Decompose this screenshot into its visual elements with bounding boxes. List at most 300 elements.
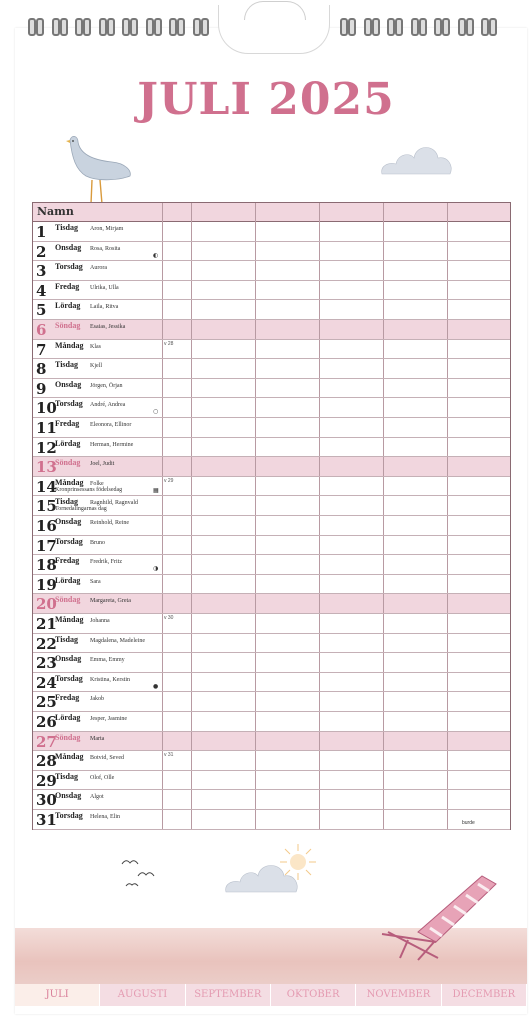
column-divider	[383, 790, 384, 809]
column-divider	[383, 692, 384, 711]
column-divider	[383, 379, 384, 398]
column-divider	[255, 692, 256, 711]
column-divider	[383, 438, 384, 457]
column-divider	[447, 340, 448, 359]
name-day-label: Kjell	[90, 363, 102, 370]
column-divider	[383, 810, 384, 829]
column-divider	[191, 242, 192, 261]
column-divider	[319, 418, 320, 437]
weekday-label: Lördag	[55, 301, 81, 311]
column-divider	[447, 438, 448, 457]
table-row	[33, 496, 510, 516]
day-number: 25	[36, 693, 57, 712]
column-divider	[162, 732, 163, 751]
column-divider	[162, 340, 163, 359]
day-number: 29	[36, 771, 57, 790]
weekday-label: Tisdag	[55, 360, 78, 370]
column-divider	[255, 516, 256, 535]
column-divider	[162, 653, 163, 672]
column-divider	[383, 359, 384, 378]
name-day-label: Esaias, Jessika	[90, 324, 126, 330]
name-day-label: Johanna	[90, 618, 110, 624]
table-row	[33, 320, 510, 340]
column-divider	[255, 634, 256, 653]
column-divider	[191, 653, 192, 672]
column-divider	[191, 673, 192, 692]
column-divider	[162, 516, 163, 535]
column-divider	[255, 379, 256, 398]
column-divider	[255, 477, 256, 496]
column-divider	[191, 751, 192, 770]
day-number: 20	[36, 595, 57, 614]
name-day-label: Helena, Elin	[90, 814, 120, 820]
day-number: 7	[36, 340, 47, 359]
table-row	[33, 712, 510, 732]
name-day-label: Herman, Hermine	[90, 441, 134, 448]
column-divider	[447, 614, 448, 633]
column-divider	[447, 594, 448, 613]
column-divider	[162, 477, 163, 496]
day-number: 21	[36, 615, 57, 633]
column-divider	[162, 379, 163, 398]
weekday-label: Torsdag	[55, 811, 83, 820]
name-day-label: Joel, Judit	[90, 461, 115, 468]
column-divider	[447, 712, 448, 731]
column-divider	[255, 457, 256, 476]
column-divider	[162, 261, 163, 280]
column-divider	[191, 281, 192, 300]
column-divider	[447, 653, 448, 672]
column-divider	[162, 496, 163, 515]
column-divider	[255, 242, 256, 261]
column-divider	[319, 281, 320, 300]
tab-oktober[interactable]: OKTOBER	[271, 984, 355, 1006]
weekday-label: Måndag	[55, 752, 84, 762]
column-divider	[191, 496, 192, 515]
column-divider	[383, 751, 384, 770]
day-number: 27	[36, 732, 57, 751]
column-divider	[319, 751, 320, 770]
day-number: 28	[36, 752, 57, 771]
name-day-label: Eleonora, Ellinor	[90, 422, 132, 428]
column-divider	[255, 496, 256, 515]
column-divider	[447, 555, 448, 574]
column-divider	[191, 300, 192, 319]
column-divider	[383, 536, 384, 555]
column-divider	[191, 516, 192, 535]
column-divider	[255, 732, 256, 751]
day-number: 3	[36, 262, 47, 281]
column-divider	[255, 614, 256, 633]
column-divider	[162, 242, 163, 261]
column-divider	[255, 300, 256, 319]
weekday-label: Tisdag	[55, 223, 78, 232]
weekday-label: Fredag	[55, 281, 80, 291]
table-row	[33, 340, 510, 360]
day-number: 16	[36, 517, 57, 535]
table-row	[33, 614, 510, 634]
name-day-label: Sara	[90, 578, 101, 585]
day-number: 31	[36, 811, 57, 829]
column-divider	[191, 261, 192, 280]
spiral-binding-icon	[48, 12, 72, 44]
day-number: 10	[36, 399, 57, 418]
weekday-label: Tisdag	[55, 634, 78, 644]
weekday-label: Söndag	[55, 458, 81, 468]
weekday-label: Tisdag	[55, 771, 78, 781]
birds-icon	[120, 856, 160, 892]
column-divider	[383, 732, 384, 751]
column-divider	[162, 751, 163, 770]
table-row	[33, 555, 510, 575]
column-divider	[383, 477, 384, 496]
spiral-binding-right	[336, 12, 501, 44]
column-divider	[383, 516, 384, 535]
column-divider	[255, 751, 256, 770]
weekday-label: Lördag	[55, 438, 81, 448]
spiral-binding-icon	[383, 12, 407, 44]
table-row	[33, 575, 510, 595]
name-day-label: Olof, Olle	[90, 774, 115, 781]
column-divider	[191, 732, 192, 751]
column-divider	[162, 712, 163, 731]
name-day-label: Rosa, Rosita	[90, 245, 121, 252]
column-divider	[162, 281, 163, 300]
moon-phase-icon: ◑	[153, 565, 159, 573]
column-divider	[447, 771, 448, 790]
column-divider	[191, 418, 192, 437]
column-divider	[191, 477, 192, 496]
spiral-binding-icon	[189, 12, 213, 44]
column-divider	[383, 242, 384, 261]
day-number: 15	[36, 497, 57, 516]
weekday-label: Onsdag	[55, 517, 82, 526]
spiral-binding-icon	[336, 12, 360, 44]
spiral-binding-left	[24, 12, 212, 44]
column-divider	[191, 340, 192, 359]
column-divider	[383, 398, 384, 417]
column-divider	[383, 712, 384, 731]
column-divider	[383, 555, 384, 574]
table-row	[33, 751, 510, 771]
page-title: JULI 2025	[137, 74, 395, 125]
name-day-label: Fredrik, Fritz	[90, 559, 122, 566]
column-divider	[191, 555, 192, 574]
weekday-label: Onsdag	[55, 791, 82, 801]
column-divider	[191, 771, 192, 790]
column-divider	[447, 477, 448, 496]
column-divider	[162, 418, 163, 437]
name-day-label: Jörgen, Örjan	[90, 382, 123, 389]
name-day-label: Folke	[90, 480, 104, 487]
column-divider	[447, 281, 448, 300]
column-divider	[319, 712, 320, 731]
column-divider	[447, 418, 448, 437]
column-divider	[162, 320, 163, 339]
weekday-label: Onsdag	[55, 242, 82, 252]
hanger-icon	[218, 5, 330, 54]
day-number: 26	[36, 713, 57, 731]
table-row	[33, 594, 510, 614]
column-divider	[319, 614, 320, 633]
column-divider	[319, 359, 320, 378]
tab-september[interactable]: SEPTEMBER	[186, 984, 270, 1006]
column-divider	[383, 340, 384, 359]
column-divider	[162, 398, 163, 417]
cloud-icon	[378, 140, 454, 178]
column-divider	[255, 359, 256, 378]
weekday-label: Torsdag	[55, 673, 83, 683]
column-divider	[447, 575, 448, 594]
tab-november[interactable]: NOVEMBER	[356, 984, 440, 1006]
name-day-label: Jesper, Jasmine	[90, 716, 128, 722]
column-divider	[319, 261, 320, 280]
column-divider	[191, 790, 192, 809]
name-day-label: Magdalena, Madeleine	[90, 637, 145, 644]
column-divider	[447, 673, 448, 692]
column-divider	[191, 320, 192, 339]
weekday-label: Torsdag	[55, 399, 83, 409]
day-number: 23	[36, 654, 57, 673]
column-divider	[162, 555, 163, 574]
column-divider	[319, 771, 320, 790]
day-number: 19	[36, 575, 57, 594]
day-number: 18	[36, 556, 57, 575]
column-divider	[255, 281, 256, 300]
weekday-label: Onsdag	[55, 654, 82, 664]
column-divider	[319, 634, 320, 653]
name-day-label: Aurora	[90, 265, 107, 272]
spiral-binding-icon	[118, 12, 142, 44]
name-day-label: André, Andrea	[90, 402, 126, 409]
column-divider	[162, 438, 163, 457]
column-divider	[447, 732, 448, 751]
weekday-label: Fredag	[55, 556, 80, 566]
column-divider	[191, 398, 192, 417]
column-divider	[319, 438, 320, 457]
weekday-label: Söndag	[55, 321, 81, 330]
column-divider	[255, 340, 256, 359]
column-divider	[255, 673, 256, 692]
table-row	[33, 379, 510, 399]
column-divider	[255, 555, 256, 574]
spiral-binding-icon	[71, 12, 95, 44]
column-divider	[447, 692, 448, 711]
column-divider	[319, 379, 320, 398]
column-divider	[383, 320, 384, 339]
column-divider	[447, 222, 448, 241]
table-row	[33, 418, 510, 438]
name-day-label: Bruno	[90, 539, 105, 546]
column-divider	[191, 712, 192, 731]
column-divider	[162, 222, 163, 241]
column-divider	[319, 673, 320, 692]
column-divider	[447, 242, 448, 261]
column-divider	[319, 320, 320, 339]
tab-december[interactable]: DECEMBER	[442, 984, 526, 1006]
table-row	[33, 398, 510, 418]
column-divider	[319, 732, 320, 751]
table-row	[33, 732, 510, 752]
spiral-binding-icon	[24, 12, 48, 44]
column-divider	[319, 398, 320, 417]
name-day-label: Ulrika, Ulla	[90, 284, 119, 291]
column-divider	[447, 379, 448, 398]
column-divider	[191, 438, 192, 457]
weekday-label: Onsdag	[55, 379, 82, 389]
table-row	[33, 438, 510, 458]
name-day-label: Reinhold, Reine	[90, 520, 129, 526]
column-divider	[447, 398, 448, 417]
table-row	[33, 457, 510, 477]
column-divider	[162, 575, 163, 594]
column-divider	[191, 379, 192, 398]
column-divider	[255, 771, 256, 790]
column-divider	[383, 653, 384, 672]
column-divider	[191, 594, 192, 613]
column-divider	[383, 222, 384, 241]
column-divider	[319, 496, 320, 515]
column-divider	[319, 536, 320, 555]
week-number: v 31	[164, 752, 174, 759]
seagull-icon	[62, 130, 134, 210]
column-divider	[383, 771, 384, 790]
column-divider	[383, 281, 384, 300]
weekday-label: Måndag	[55, 615, 84, 624]
column-divider	[162, 810, 163, 829]
day-number: 4	[36, 281, 47, 300]
column-divider	[162, 614, 163, 633]
column-divider	[383, 575, 384, 594]
column-divider	[319, 300, 320, 319]
column-divider	[383, 457, 384, 476]
column-divider	[447, 536, 448, 555]
weekday-label: Fredag	[55, 693, 80, 703]
column-divider	[255, 653, 256, 672]
column-divider	[319, 477, 320, 496]
day-number: 24	[36, 673, 57, 692]
spiral-binding-icon	[454, 12, 478, 44]
column-divider	[191, 222, 192, 241]
spiral-binding-icon	[142, 12, 166, 44]
day-number: 12	[36, 438, 57, 457]
column-divider	[383, 634, 384, 653]
name-day-label: Emma, Emmy	[90, 657, 125, 664]
table-row	[33, 477, 510, 497]
day-number: 8	[36, 360, 47, 379]
column-divider	[191, 359, 192, 378]
column-divider	[319, 340, 320, 359]
column-divider	[162, 457, 163, 476]
column-divider	[383, 300, 384, 319]
column-divider	[191, 536, 192, 555]
column-divider	[255, 790, 256, 809]
column-divider	[191, 810, 192, 829]
brand-label: burde	[462, 820, 475, 826]
column-divider	[319, 790, 320, 809]
day-number: 2	[36, 242, 47, 261]
column-divider	[255, 575, 256, 594]
week-number: v 30	[164, 615, 174, 621]
name-day-label: Ragnhild, Ragnvald	[90, 500, 138, 507]
column-divider	[319, 594, 320, 613]
column-divider	[255, 418, 256, 437]
weekday-label: Måndag	[55, 477, 84, 487]
column-divider	[383, 418, 384, 437]
table-row	[33, 536, 510, 556]
moon-phase-icon: ▦	[153, 486, 159, 494]
name-day-label: Aron, Mirjam	[90, 226, 124, 232]
table-row	[33, 692, 510, 712]
column-divider	[191, 457, 192, 476]
table-row	[33, 359, 510, 379]
table-row	[33, 790, 510, 810]
column-divider	[447, 359, 448, 378]
cloud-icon	[222, 858, 300, 896]
weekday-label: Torsdag	[55, 262, 83, 272]
column-divider	[255, 222, 256, 241]
spiral-binding-icon	[477, 12, 501, 44]
column-divider	[162, 771, 163, 790]
column-divider	[319, 516, 320, 535]
moon-phase-icon: ●	[153, 682, 159, 690]
table-row	[33, 516, 510, 536]
column-divider	[255, 594, 256, 613]
column-divider	[319, 653, 320, 672]
weekday-label: Lördag	[55, 575, 81, 585]
column-divider	[255, 536, 256, 555]
table-row	[33, 242, 510, 262]
table-row	[33, 673, 510, 693]
column-divider	[447, 516, 448, 535]
weekday-label: Måndag	[55, 340, 84, 350]
column-divider	[255, 438, 256, 457]
column-divider	[447, 810, 448, 829]
name-day-label: Margareta, Greta	[90, 598, 131, 605]
tab-juli[interactable]: JULI	[15, 984, 99, 1006]
name-day-label: Jakob	[90, 696, 104, 703]
spiral-binding-icon	[165, 12, 189, 44]
column-divider	[383, 614, 384, 633]
column-divider	[383, 594, 384, 613]
moon-phase-icon: ◐	[153, 251, 159, 259]
column-divider	[383, 261, 384, 280]
column-divider	[162, 594, 163, 613]
tab-augusti[interactable]: AUGUSTI	[100, 984, 184, 1006]
column-divider	[255, 810, 256, 829]
table-row	[33, 300, 510, 320]
column-divider	[191, 575, 192, 594]
column-divider	[319, 575, 320, 594]
holiday-note: Kronprinsessans födelsedag	[55, 486, 123, 493]
day-number: 17	[36, 536, 57, 555]
table-row	[33, 222, 510, 242]
column-divider	[255, 398, 256, 417]
column-divider	[162, 359, 163, 378]
column-divider	[191, 692, 192, 711]
column-divider	[447, 457, 448, 476]
column-divider	[162, 536, 163, 555]
calendar-table	[32, 202, 511, 830]
holiday-note: Tornedalingarnas dag	[55, 506, 107, 513]
day-number: 11	[36, 419, 57, 437]
column-divider	[191, 634, 192, 653]
day-number: 22	[36, 634, 57, 653]
table-header	[33, 203, 510, 222]
column-divider	[447, 300, 448, 319]
column-divider	[319, 692, 320, 711]
column-divider	[447, 320, 448, 339]
